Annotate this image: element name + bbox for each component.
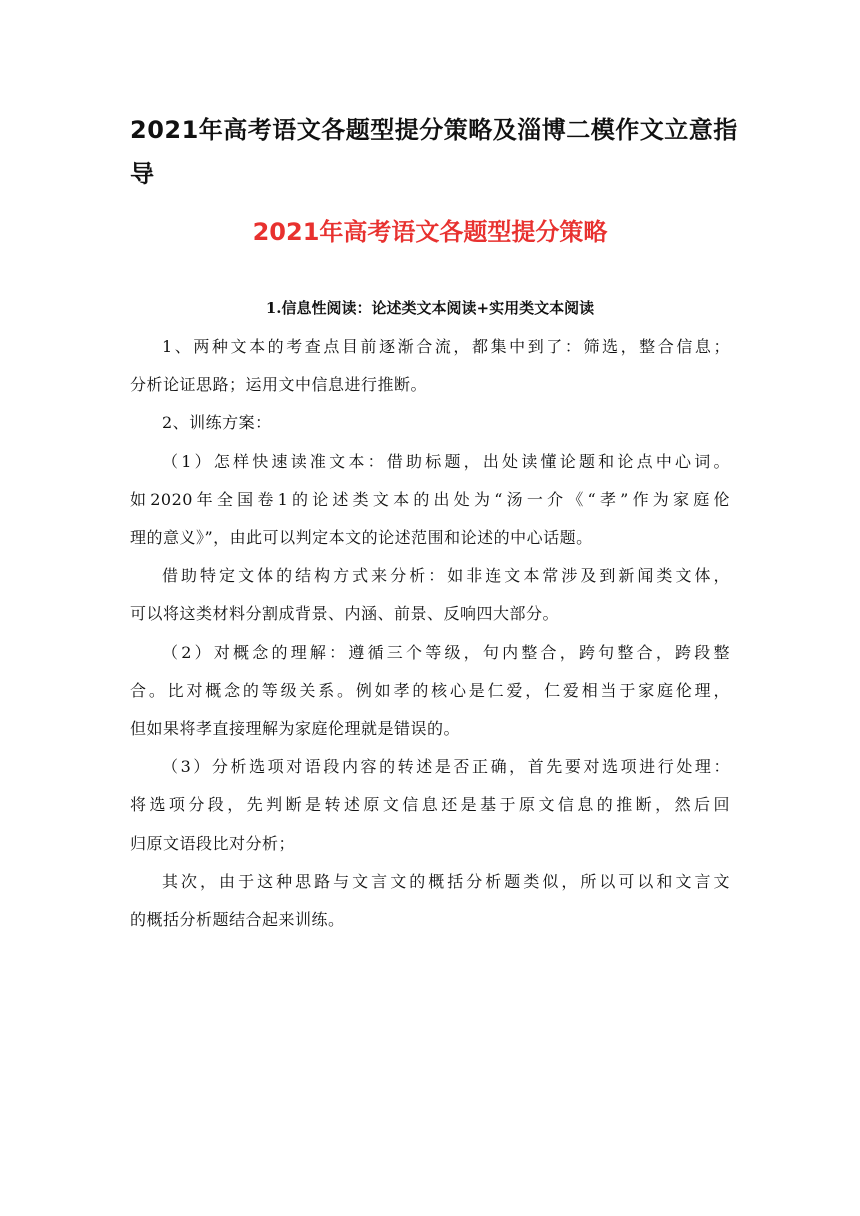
paragraph-line: 1、两种文本的考查点目前逐渐合流，都集中到了：筛选，整合信息； xyxy=(162,337,730,356)
paragraph xyxy=(130,748,730,863)
document-title: 2021年高考语文各题型提分策略及淄博二模作文立意指导 xyxy=(130,116,738,188)
paragraph-line: 借助特定文体的结构方式来分析：如非连文本常涉及到新闻类文体， xyxy=(162,566,730,586)
paragraph xyxy=(130,634,730,749)
paragraph-line: 2、训练方案： xyxy=(162,413,272,433)
paragraph-line: 但如果将孝直接理解为家庭伦理就是错误的。 xyxy=(130,719,461,739)
paragraph-line: 分析论证思路；运用文中信息进行推断。 xyxy=(130,375,428,395)
paragraph xyxy=(130,328,730,404)
paragraph-line: 其次，由于这种思路与文言文的概括分析题类似，所以可以和文言文 xyxy=(162,871,730,891)
paragraph xyxy=(130,443,730,558)
paragraph-line: 可以将这类材料分割成背景、内涵、前景、反响四大部分。 xyxy=(130,604,560,624)
paragraph-line: 的概括分析题结合起来训练。 xyxy=(130,910,345,930)
paragraph-line: 归原文语段比对分析； xyxy=(130,833,296,853)
paragraph xyxy=(130,557,730,633)
paragraph-line: 理的意义》”，由此可以判定本文的论述范围和论述的中心话题。 xyxy=(130,528,593,548)
paragraph-line: 如2020年全国卷1的论述类文本的出处为“汤一介《“孝”作为家庭伦 xyxy=(130,489,730,509)
paragraph xyxy=(130,404,730,442)
paragraph-line: （2）对概念的理解：遵循三个等级，句内整合，跨句整合，跨段整 xyxy=(162,642,730,662)
paragraph-line: 将选项分段，先判断是转述原文信息还是基于原文信息的推断，然后回 xyxy=(130,795,730,815)
paragraph-line: （3）分析选项对语段内容的转述是否正确，首先要对选项进行处理： xyxy=(162,757,730,777)
paragraph-line: 合。比对概念的等级关系。例如孝的核心是仁爱，仁爱相当于家庭伦理， xyxy=(130,680,730,700)
paragraph xyxy=(130,863,730,939)
document-body xyxy=(130,328,730,939)
paragraph-line: （1）怎样快速读准文本：借助标题，出处读懂论题和论点中心词。 xyxy=(162,451,730,471)
subheading: 1.信息性阅读：论述类文本阅读+实用类文本阅读 xyxy=(265,299,595,317)
section-title: 2021年高考语文各题型提分策略 xyxy=(252,218,608,246)
